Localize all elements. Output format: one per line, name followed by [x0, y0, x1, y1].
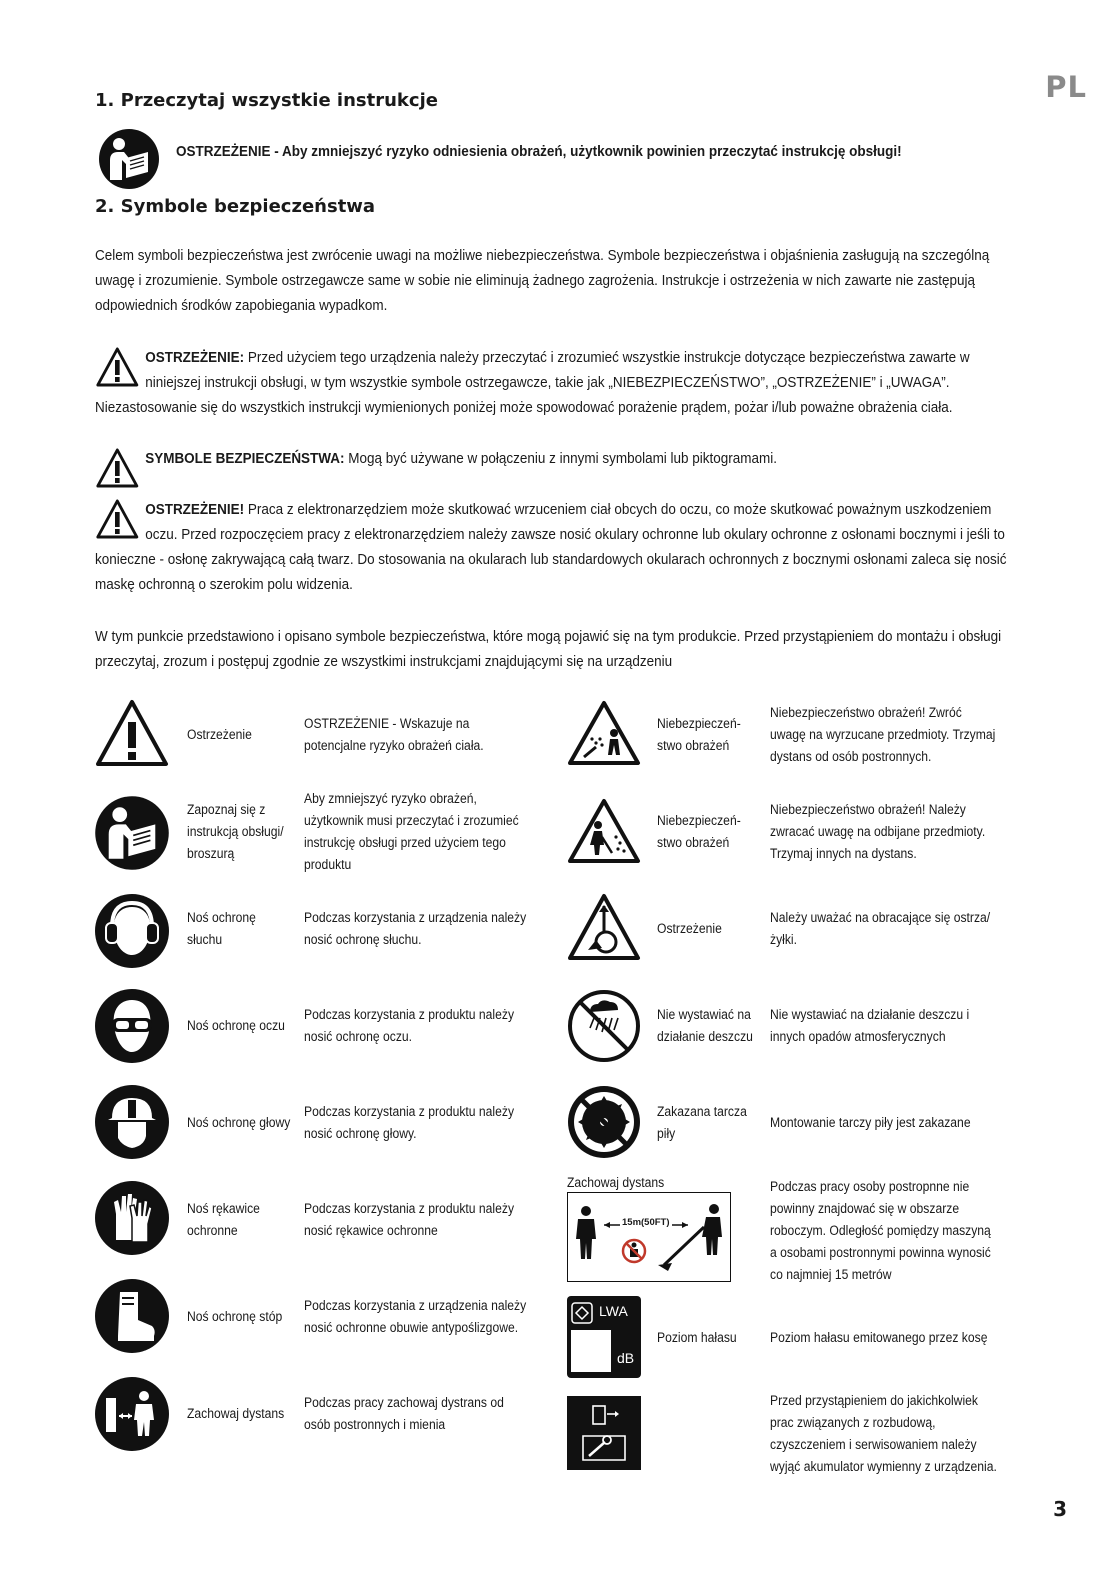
no-saw-blade-icon	[566, 1084, 642, 1160]
symbol-name: Noś ochronę stóp	[187, 1309, 283, 1324]
section2-title: 2. Symbole bezpieczeństwa	[95, 196, 376, 217]
distance-label: 15m(50FT)	[622, 1217, 670, 1228]
symbol-desc: Aby zmniejszyć ryzyko obrażeń, użytkownik musi przeczytać i zrozumieć instrukcję obsługi przed użyciem tego produktu	[304, 791, 519, 872]
lwa-label: LWA	[599, 1303, 628, 1319]
symbol-desc: Niebezpieczeństwo obrażeń! Zwróć uwagę na wyrzucane przedmioty. Trzymaj dystans od osób postronnych.	[770, 705, 996, 764]
warning-block-3	[95, 498, 1009, 598]
symbol-desc: Podczas korzystania z urządzenia należy nosić ochronne obuwie antypoślizgowe.	[304, 1298, 527, 1335]
symbol-desc: Poziom hałasu emitowanego przez kosę	[770, 1330, 988, 1345]
battery-service-icon	[567, 1396, 641, 1470]
distance-15m-icon	[567, 1192, 731, 1282]
no-rain-icon	[566, 988, 642, 1064]
symbol-name: Noś ochronę oczu	[187, 1018, 285, 1033]
symbol-name: Poziom hałasu	[657, 1330, 737, 1345]
speaker-icon	[571, 1302, 593, 1324]
ricochet-icon	[566, 797, 642, 865]
symbol-desc: Niebezpieczeństwo obrażeń! Należy zwracać uwagę na odbijane przedmioty. Trzymaj innych na dystans.	[770, 802, 986, 861]
section1-title: 1. Przeczytaj wszystkie instrukcje	[95, 90, 438, 111]
outro-paragraph: W tym punkcie przedstawiono i opisano symbole bezpieczeństwa, które mogą pojawić się na tym produkcie. Przed przystąpieniem do montażu i obsługi przeczytaj, zrozum i postępuj zgodnie ze wszystkimi instrukcjami znajdującymi się na urządzeniu	[95, 629, 1002, 670]
symbol-name: Zachowaj dystans	[187, 1406, 285, 1421]
language-code: PL	[1045, 70, 1087, 104]
warning-1-label: OSTRZEŻENIE:	[145, 350, 245, 366]
symbol-name: Ostrzeżenie	[187, 727, 252, 742]
warning-1-text: Przed użyciem tego urządzenia należy przeczytać i zrozumieć wszystkie instrukcje dotyczące bezpieczeństwa zawarte w niniejszej instrukcji obsługi, w tym wszystkie symbole ostrzegawcze, takie jak „NIEBEZPIECZEŃSTWO”, „OSTRZEŻENIE” i „UWAGA”. Niezastosowanie się do wszystkich instrukcji wymienionych poniżej może spowodować porażenie prądem, pożar i/lub poważne obrażenia ciała.	[95, 350, 970, 416]
keep-distance-icon	[94, 1376, 170, 1452]
symbol-desc: Podczas korzystania z urządzenia należy nosić ochronę słuchu.	[304, 910, 527, 947]
page-number: 3	[1053, 1497, 1067, 1521]
gloves-icon	[94, 1180, 170, 1256]
symbol-name: Noś rękawice ochronne	[187, 1201, 260, 1238]
thrown-objects-icon	[566, 699, 642, 767]
warning-triangle-icon	[95, 447, 140, 489]
symbol-desc: Podczas pracy osoby postropnne nie powinny znajdować się w obszarze roboczym. Odległość pomiędzy maszyną a osobami postronnymi powinna wynosić co najmniej 15 metrów	[770, 1179, 991, 1282]
db-value: 96	[572, 1326, 608, 1368]
warning-triangle-icon	[94, 698, 170, 768]
symbol-desc: Podczas korzystania z produktu należy nosić ochronę oczu.	[304, 1007, 515, 1044]
db-unit: dB	[617, 1350, 635, 1366]
warning-block-1	[95, 346, 1009, 421]
head-protection-icon	[94, 1084, 170, 1160]
ear-protection-icon	[94, 893, 170, 969]
symbol-desc: Podczas korzystania z produktu należy nosić rękawice ochronne	[304, 1201, 515, 1238]
noise-level-icon	[567, 1296, 641, 1378]
symbol-name: Niebezpieczeń- stwo obrażeń	[657, 716, 741, 753]
symbol-name: Noś ochronę słuchu	[187, 910, 256, 947]
symbol-name: Ostrzeżenie	[657, 921, 722, 936]
read-manual-icon	[94, 795, 170, 871]
symbol-name: Zapoznaj się z instrukcją obsługi/ broszurą	[187, 802, 284, 861]
symbol-desc: Montowanie tarczy piły jest zakazane	[770, 1115, 971, 1130]
warning-2-text: Mogą być używane w połączeniu z innymi symbolami lub piktogramami.	[344, 451, 777, 467]
distance-diagram-icon	[568, 1193, 730, 1281]
eye-protection-icon	[94, 988, 170, 1064]
read-manual-icon	[98, 128, 160, 190]
warning-3-text: Praca z elektronarzędziem może skutkować wrzuceniem ciał obcych do oczu, co może skutkować poważnym uszkodzeniem oczu. Przed rozpoczęciem pracy z elektronarzędziem należy zawsze nosić okulary ochronne lub okulary ochronne z osłonami bocznymi i jeśli to konieczne - osłonę zakrywającą całą twarz. Do stosowania na okularach lub standardowych okularach ochronnych z bocznymi osłonami zaleca się nosić maskę ochronną o szerokim polu widzenia.	[95, 502, 1007, 593]
symbol-desc: Nie wystawiać na działanie deszczu i innych opadów atmosferycznych	[770, 1007, 970, 1044]
symbol-desc: Podczas pracy zachowaj dystrans od osób postronnych i mienia	[304, 1395, 504, 1432]
symbol-name: Zakazana tarcza piły	[657, 1104, 747, 1141]
remove-battery-icon	[567, 1396, 641, 1470]
warning-block-2	[95, 447, 1009, 489]
symbol-desc: OSTRZEŻENIE - Wskazuje na potencjalne ryzyko obrażeń ciała.	[304, 716, 484, 753]
boots-icon	[94, 1278, 170, 1354]
warning-triangle-icon	[95, 498, 140, 540]
symbol-name: Zachowaj dystans	[567, 1175, 665, 1190]
intro-paragraph: Celem symboli bezpieczeństwa jest zwrócenie uwagi na możliwe niebezpieczeństwa. Symbole bezpieczeństwa i objaśnienia zasługują na szczególną uwagę i zrozumienie. Symbole ostrzegawcze same w sobie nie eliminują żadnego zagrożenia. Instrukcje i ostrzeżenia w nich zawarte nie zastępują odpowiednich środków zapobiegania wypadkom.	[95, 248, 990, 314]
rotating-blade-icon	[566, 892, 642, 962]
read-manual-warning-text: OSTRZEŻENIE - Aby zmniejszyć ryzyko odniesienia obrażeń, użytkownik powinien przeczytać instrukcję obsługi!	[176, 143, 902, 160]
symbol-desc: Podczas korzystania z produktu należy nosić ochronę głowy.	[304, 1104, 515, 1141]
warning-2-label: SYMBOLE BEZPIECZEŃSTWA:	[145, 451, 345, 467]
symbol-name: Niebezpieczeń- stwo obrażeń	[657, 813, 741, 850]
warning-3-label: OSTRZEŻENIE!	[145, 502, 245, 518]
symbol-desc: Należy uważać na obracające się ostrza/ żyłki.	[770, 910, 991, 947]
warning-triangle-icon	[95, 346, 140, 388]
symbol-desc: Przed przystąpieniem do jakichkolwiek prac związanych z rozbudową, czyszczeniem i serwisowaniem należy wyjąć akumulator wymienny z urządzenia.	[770, 1393, 997, 1474]
symbol-name: Nie wystawiać na działanie deszczu	[657, 1007, 753, 1044]
symbol-name: Noś ochronę głowy	[187, 1115, 291, 1130]
